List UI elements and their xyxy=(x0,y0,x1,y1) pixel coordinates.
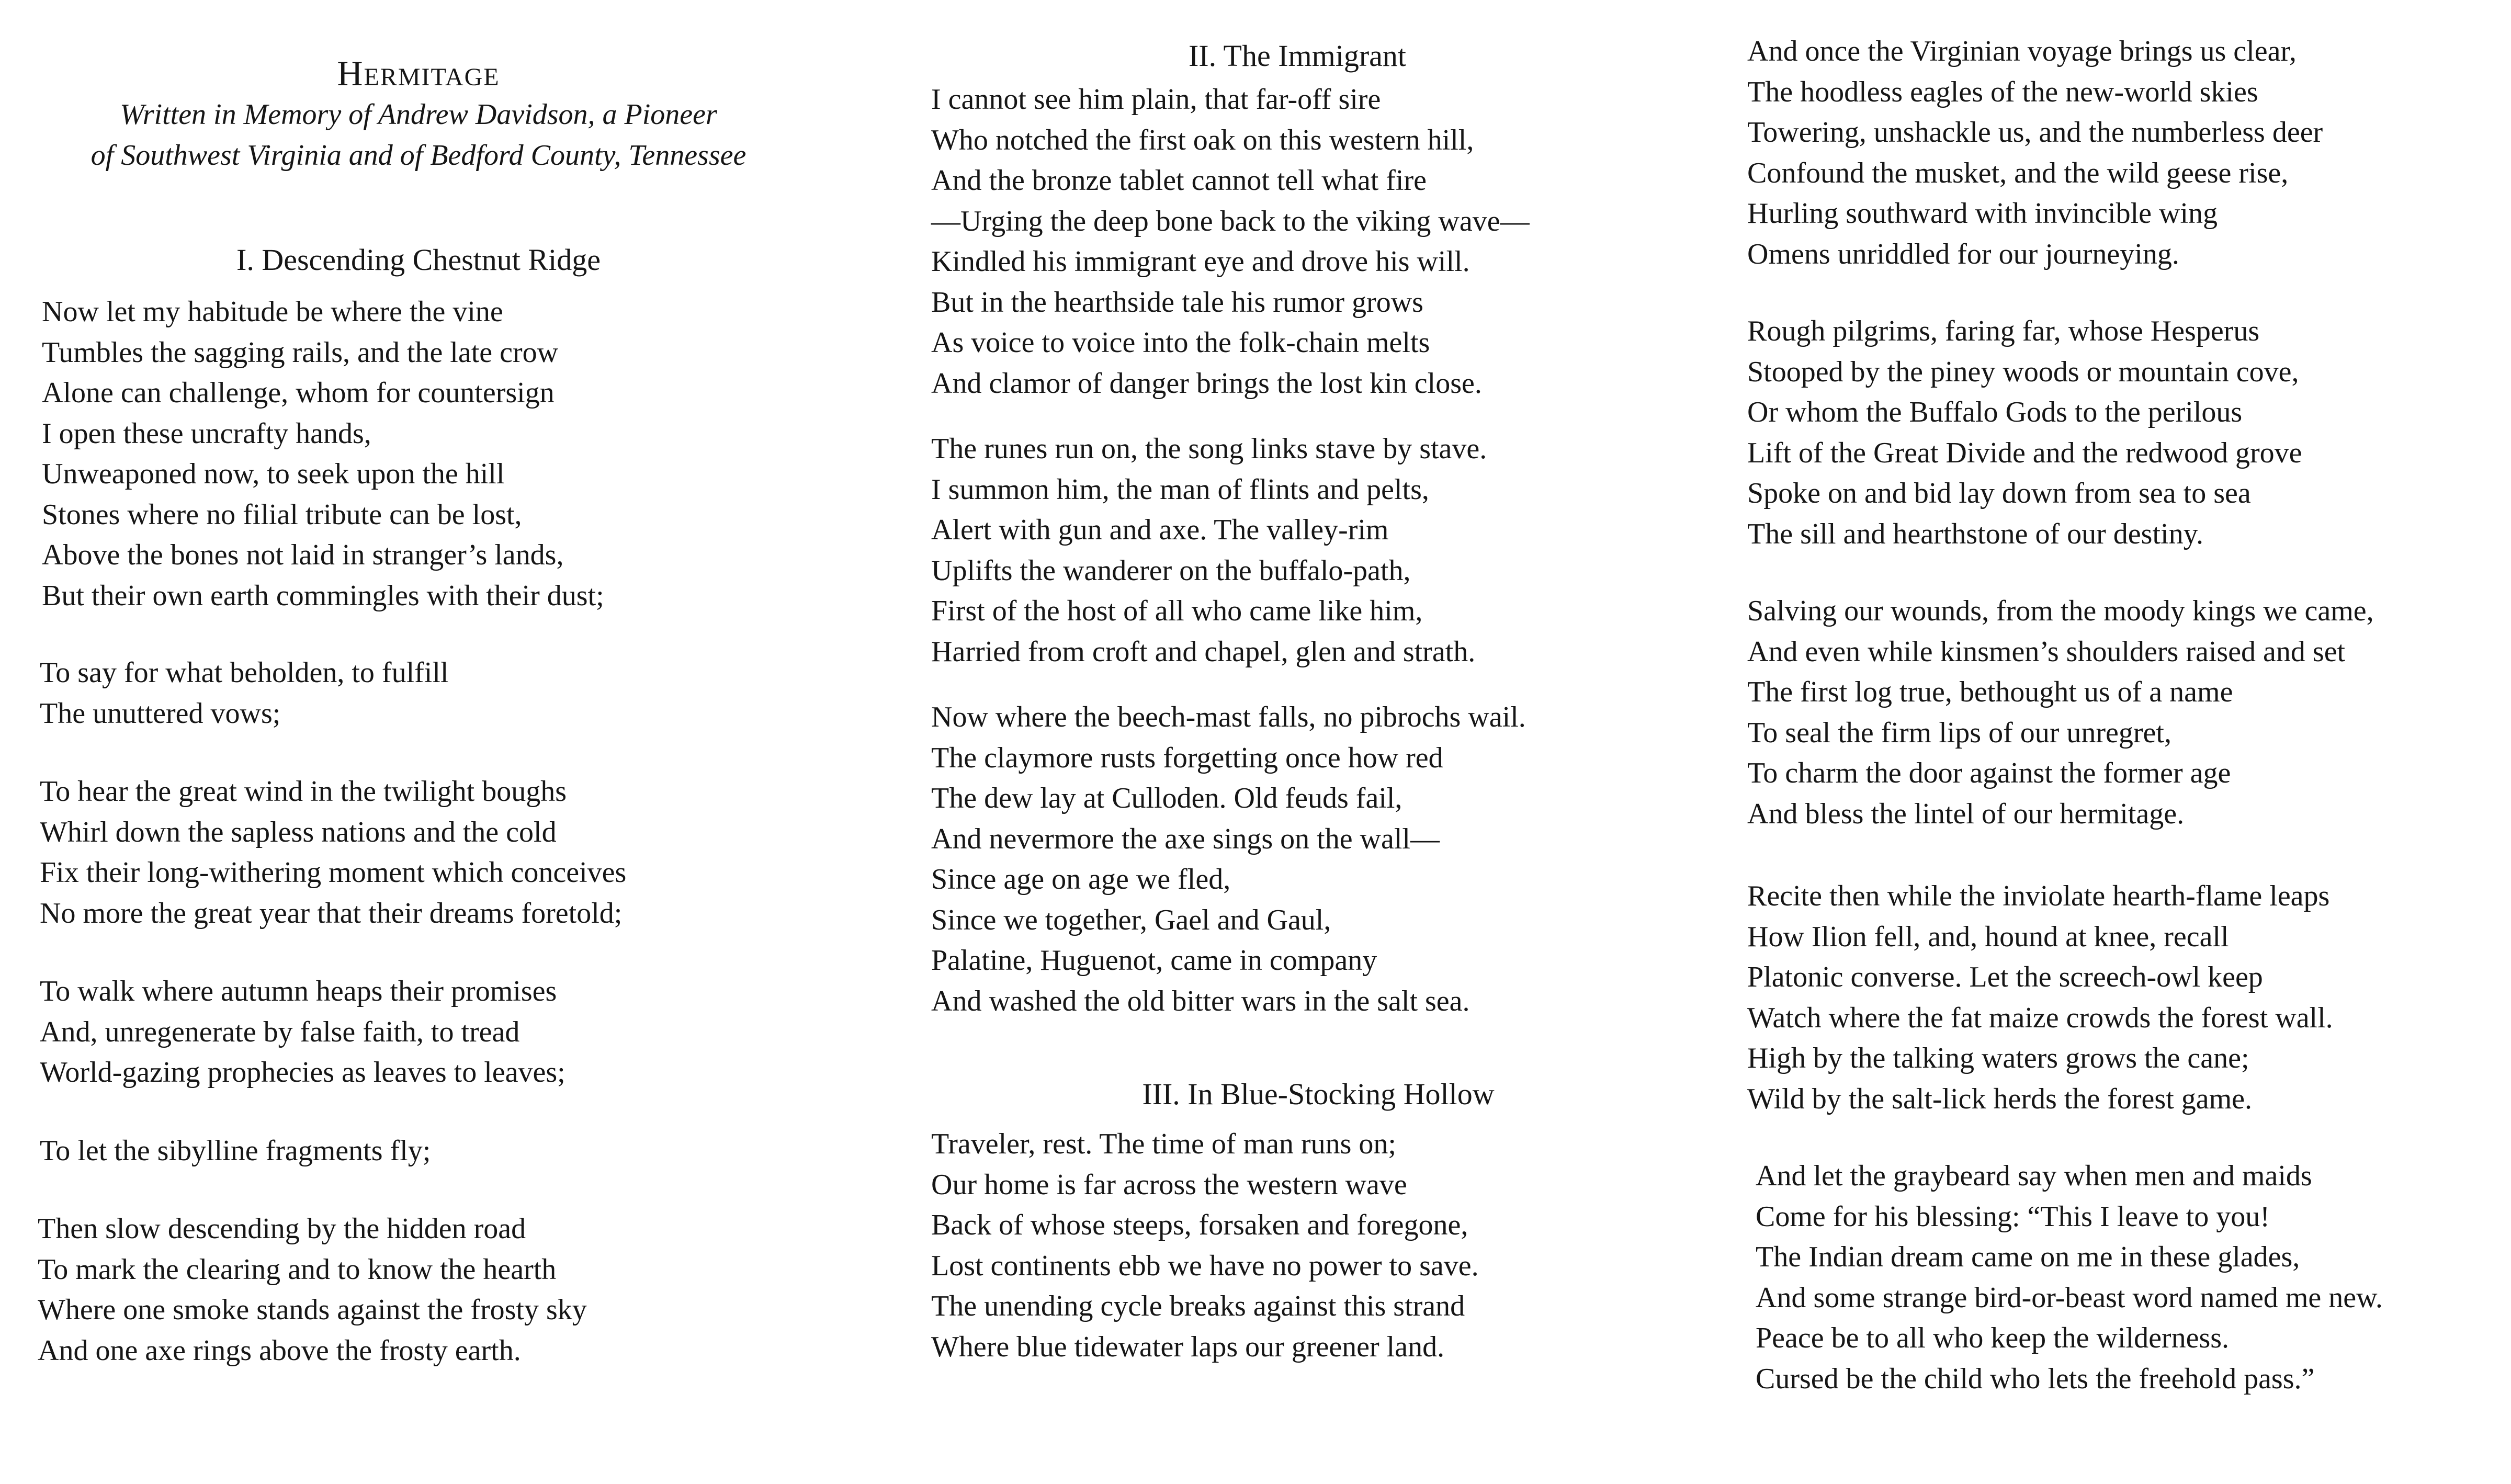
poem-line: Stooped by the piney woods or mountain cove, xyxy=(1747,355,2299,388)
stanza xyxy=(1747,311,2511,554)
poem-line: Cursed be the child who lets the freehold pass.” xyxy=(1756,1362,2315,1395)
poem-line: And bless the lintel of our hermitage. xyxy=(1747,797,2185,830)
poem-line: Wild by the salt-lick herds the forest game. xyxy=(1747,1082,2253,1115)
poem-line: Peace be to all who keep the wilderness. xyxy=(1756,1322,2230,1354)
poem-line: The sill and hearthstone of our destiny. xyxy=(1747,517,2203,550)
stanza xyxy=(0,292,837,616)
poem-line: How Ilion fell, and, hound at knee, recall xyxy=(1747,920,2229,953)
poem-line: Confound the musket, and the wild geese rise, xyxy=(1747,156,2289,189)
poem-line: Alert with gun and axe. The valley-rim xyxy=(931,514,1389,546)
poem-line: Or whom the Buffalo Gods to the perilous xyxy=(1747,396,2243,428)
poem-line: Recite then while the inviolate hearth-flame leaps xyxy=(1747,880,2330,912)
poem-line: To mark the clearing and to know the hearth xyxy=(38,1253,557,1286)
poem-line: And washed the old bitter wars in the salt sea. xyxy=(931,984,1470,1017)
poem-line: And let the graybeard say when men and maids xyxy=(1756,1160,2312,1192)
poem-line: And clamor of danger brings the lost kin close. xyxy=(931,367,1482,400)
poem-line: I cannot see him plain, that far-off sire xyxy=(931,83,1381,116)
poem-line: —Urging the deep bone back to the viking wave— xyxy=(931,205,1530,237)
column-middle xyxy=(931,0,1632,1367)
poem-line: Lift of the Great Divide and the redwood grove xyxy=(1747,436,2302,469)
stanza xyxy=(931,697,1632,1022)
poem-line: Hurling southward with invincible wing xyxy=(1747,197,2218,230)
poem-line: Spoke on and bid lay down from sea to sea xyxy=(1747,477,2251,509)
poem-line: Fix their long-withering moment which conceives xyxy=(40,856,627,889)
poem-line: Where one smoke stands against the frosty sky xyxy=(38,1294,587,1326)
poem-line: To seal the firm lips of our unregret, xyxy=(1747,716,2171,749)
poem-line: The unuttered vows; xyxy=(40,697,281,730)
stanza xyxy=(0,1131,837,1172)
poem-line: Omens unriddled for our journeying. xyxy=(1747,237,2179,270)
poem-line: And some strange bird-or-beast word named me new. xyxy=(1756,1281,2383,1314)
column-right xyxy=(1747,0,2511,1399)
poem-line: But in the hearthside tale his rumor grows xyxy=(931,286,1423,319)
poem-line: Stones where no filial tribute can be lost, xyxy=(42,498,522,531)
stanza xyxy=(0,1209,837,1371)
poem-line: But their own earth commingles with their dust; xyxy=(42,579,604,612)
poem-line: World-gazing prophecies as leaves to leaves; xyxy=(40,1056,565,1089)
poem-line: And even while kinsmen’s shoulders raised and set xyxy=(1747,635,2346,668)
poem-line: And, unregenerate by false faith, to tread xyxy=(40,1015,520,1048)
poem-line: Who notched the first oak on this western hill, xyxy=(931,123,1474,156)
poem-line: Alone can challenge, whom for countersign xyxy=(42,377,555,409)
poem-line: Traveler, rest. The time of man runs on; xyxy=(931,1128,1396,1160)
poem-line: Come for his blessing: “This I leave to you! xyxy=(1756,1200,2270,1233)
poem-line: I open these uncrafty hands, xyxy=(42,417,371,450)
poem-line: First of the host of all who came like him, xyxy=(931,595,1423,627)
poem-line: I summon him, the man of flints and pelts, xyxy=(931,473,1429,506)
stanza xyxy=(931,429,1632,672)
poem-line: Back of whose steeps, forsaken and foregone, xyxy=(931,1209,1468,1241)
poem-line: No more the great year that their dreams foretold; xyxy=(40,897,623,930)
poem-line: Kindled his immigrant eye and drove his will. xyxy=(931,245,1470,278)
poem-line: Since age on age we fled, xyxy=(931,863,1231,896)
poem-line: Where blue tidewater laps our greener land. xyxy=(931,1330,1445,1363)
poem-line: To say for what beholden, to fulfill xyxy=(40,656,449,689)
poem-line: To let the sibylline fragments fly; xyxy=(40,1134,431,1167)
poem-line: And one axe rings above the frosty earth. xyxy=(38,1334,521,1367)
poem-line: The hoodless eagles of the new-world skies xyxy=(1747,75,2258,108)
stanza xyxy=(0,653,837,734)
stanza xyxy=(0,971,837,1093)
poem-line: Tumbles the sagging rails, and the late crow xyxy=(42,336,559,369)
poem-line: Rough pilgrims, faring far, whose Hesperus xyxy=(1747,315,2260,347)
stanza xyxy=(931,1124,1632,1367)
poem-line: The claymore rusts forgetting once how red xyxy=(931,741,1443,774)
poem-line: To hear the great wind in the twilight boughs xyxy=(40,775,567,808)
stanza xyxy=(1747,1156,2511,1399)
subtitle-line: of Southwest Virginia and of Bedford County, Tennessee xyxy=(91,139,746,172)
poem-line: The unending cycle breaks against this strand xyxy=(931,1290,1465,1322)
poem-line: Above the bones not laid in stranger’s lands, xyxy=(42,539,564,571)
poem-line: Platonic converse. Let the screech-owl keep xyxy=(1747,961,2263,993)
section-heading: III. In Blue-Stocking Hollow xyxy=(1142,1077,1495,1111)
poem-subtitle xyxy=(0,94,837,176)
poem-line: Uplifts the wanderer on the buffalo-path, xyxy=(931,554,1411,587)
poem-line: Whirl down the sapless nations and the cold xyxy=(40,815,557,848)
poem-line: The runes run on, the song links stave by stave. xyxy=(931,433,1487,465)
poem-line: Since we together, Gael and Gaul, xyxy=(931,903,1331,936)
poem-line: High by the talking waters grows the cane; xyxy=(1747,1042,2249,1074)
stanza xyxy=(1747,591,2511,834)
stanza xyxy=(931,80,1632,404)
poem-line: Watch where the fat maize crowds the forest wall. xyxy=(1747,1001,2333,1034)
poem-line: Unweaponed now, to seek upon the hill xyxy=(42,458,505,490)
poem-line: Our home is far across the western wave xyxy=(931,1168,1407,1201)
poem-line: To charm the door against the former age xyxy=(1747,757,2231,789)
poem-line: Salving our wounds, from the moody kings we came, xyxy=(1747,595,2374,627)
poem-line: And nevermore the axe sings on the wall— xyxy=(931,822,1440,855)
poem-line: Harried from croft and chapel, glen and strath. xyxy=(931,635,1476,668)
stanza xyxy=(1747,31,2511,275)
poem-line: And the bronze tablet cannot tell what fire xyxy=(931,164,1427,197)
poem-line: To walk where autumn heaps their promises xyxy=(40,975,557,1007)
poem-line: Then slow descending by the hidden road xyxy=(38,1213,526,1245)
poem-line: As voice to voice into the folk-chain melts xyxy=(931,326,1430,359)
poem-line: And once the Virginian voyage brings us clear, xyxy=(1747,35,2297,67)
column-left xyxy=(0,0,837,1371)
poem-line: Palatine, Huguenot, came in company xyxy=(931,944,1377,977)
poem-line: The Indian dream came on me in these glades, xyxy=(1756,1241,2300,1273)
poem-line: The first log true, bethought us of a name xyxy=(1747,676,2233,708)
section-heading: I. Descending Chestnut Ridge xyxy=(236,243,601,277)
poem-line: Towering, unshackle us, and the numberless deer xyxy=(1747,116,2323,149)
subtitle-line: Written in Memory of Andrew Davidson, a Pioneer xyxy=(120,98,717,131)
poem-line: The dew lay at Culloden. Old feuds fail, xyxy=(931,782,1402,814)
poem-line: Now let my habitude be where the vine xyxy=(42,296,503,328)
poem-title: Hermitage xyxy=(337,53,500,93)
stanza xyxy=(1747,876,2511,1119)
section-heading: II. The Immigrant xyxy=(1188,39,1407,73)
poem-line: Lost continents ebb we have no power to save. xyxy=(931,1249,1479,1282)
poem-line: Now where the beech-mast falls, no pibrochs wail. xyxy=(931,701,1526,733)
stanza xyxy=(0,772,837,934)
